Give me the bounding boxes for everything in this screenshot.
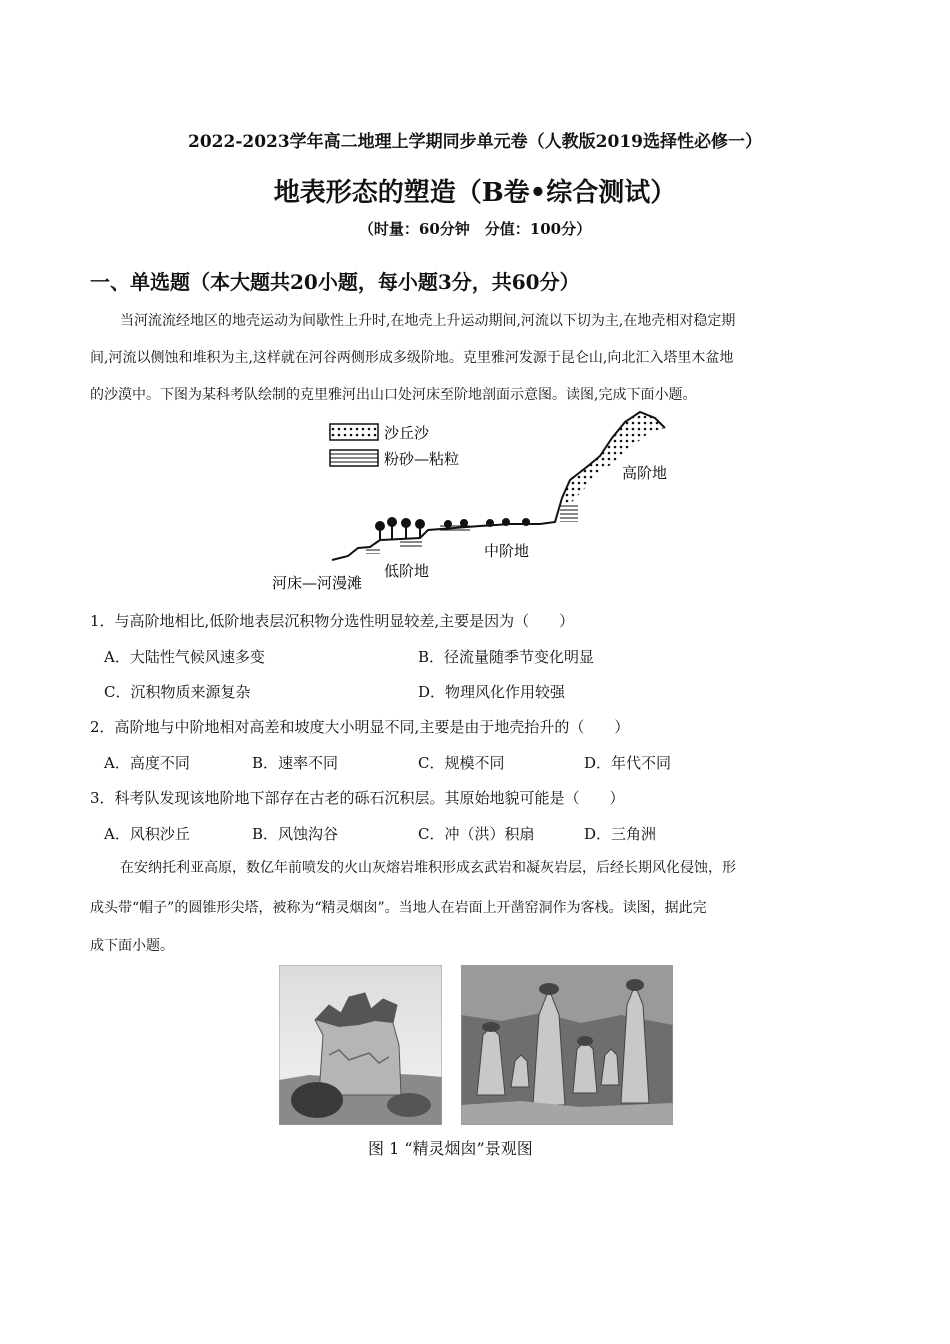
passage-2-line: 成头带“帽子”的圆锥形尖塔，被称为“精灵烟囱”。当地人在岩面上开凿窑洞作为客栈。读图，据此完: [90, 900, 707, 916]
page-title: 地表形态的塑造（B卷•综合测试）: [273, 178, 677, 208]
question-2-option-d[interactable]: D．年代不同: [584, 754, 672, 772]
fairy-chimney-photo-right: [461, 965, 673, 1125]
terrace-profile-diagram: [270, 408, 690, 598]
fairy-chimney-photo-left: [279, 965, 442, 1125]
bed-silt: [366, 548, 380, 554]
question-3-option-c[interactable]: C．冲（洪）积扇: [418, 825, 535, 843]
passage-1-line: 间,河流以侧蚀和堆积为主,这样就在河谷两侧形成多级阶地。克里雅河发源于昆仑山,向北汇入塔里木盆地: [90, 350, 734, 366]
legend-silt-swatch: [330, 450, 378, 466]
label-high-terrace: 高阶地: [622, 464, 668, 482]
question-1-option-b[interactable]: B．径流量随季节变化明显: [418, 648, 595, 666]
question-3-option-d[interactable]: D．三角洲: [584, 825, 657, 843]
exam-meta: （时量：60分钟 分值：100分）: [358, 220, 592, 238]
question-2-option-b[interactable]: B．速率不同: [252, 754, 339, 772]
legend-silt-label: 粉砂—粘粒: [384, 450, 460, 468]
series-header: 2022-2023学年高二地理上学期同步单元卷（人教版2019选择性必修一）: [188, 132, 762, 152]
question-1-stem: 1．与高阶地相比,低阶地表层沉积物分选性明显较差,主要是因为（ ）: [90, 612, 575, 630]
legend-sand-swatch: [330, 424, 378, 440]
high-terrace-silt: [560, 504, 578, 522]
passage-1-line: 的沙漠中。下图为某科考队绘制的克里雅河出山口处河床至阶地剖面示意图。读图,完成下面小题。: [90, 387, 697, 403]
passage-2-line: 成下面小题。: [90, 938, 174, 954]
label-mid-terrace: 中阶地: [484, 542, 530, 560]
question-1-option-a[interactable]: A．大陆性气候风速多变: [104, 648, 265, 666]
label-riverbed: 河床—河漫滩: [272, 574, 363, 592]
question-2-stem: 2．高阶地与中阶地相对高差和坡度大小明显不同,主要是由于地壳抬升的（ ）: [90, 718, 630, 736]
figure-caption: 图 1 “精灵烟囱”景观图: [368, 1139, 533, 1158]
passage-2-line: 在安纳托利亚高原，数亿年前喷发的火山灰熔岩堆积形成玄武岩和凝灰岩层，后经长期风化侵蚀，形: [120, 860, 736, 876]
question-1-option-d[interactable]: D．物理风化作用较强: [418, 683, 566, 701]
profile-line: [332, 412, 668, 560]
legend-sand-label: 沙丘沙: [384, 424, 430, 442]
question-3-option-b[interactable]: B．风蚀沟谷: [252, 825, 339, 843]
question-2-option-a[interactable]: A．高度不同: [104, 754, 190, 772]
passage-1-line: 当河流流经地区的地壳运动为间歇性上升时,在地壳上升运动期间,河流以下切为主,在地壳相对稳定期: [120, 313, 736, 329]
high-terrace-sand: [562, 412, 668, 504]
question-2-option-c[interactable]: C．规模不同: [418, 754, 505, 772]
section-title: 一、单选题（本大题共20小题，每小题3分，共60分）: [90, 270, 580, 294]
question-3-option-a[interactable]: A．风积沙丘: [104, 825, 190, 843]
question-3-stem: 3．科考队发现该地阶地下部存在古老的砾石沉积层。其原始地貌可能是（ ）: [90, 789, 625, 807]
low-terrace-silt: [400, 540, 422, 548]
question-1-option-c[interactable]: C．沉积物质来源复杂: [104, 683, 251, 701]
label-low-terrace: 低阶地: [384, 562, 430, 580]
